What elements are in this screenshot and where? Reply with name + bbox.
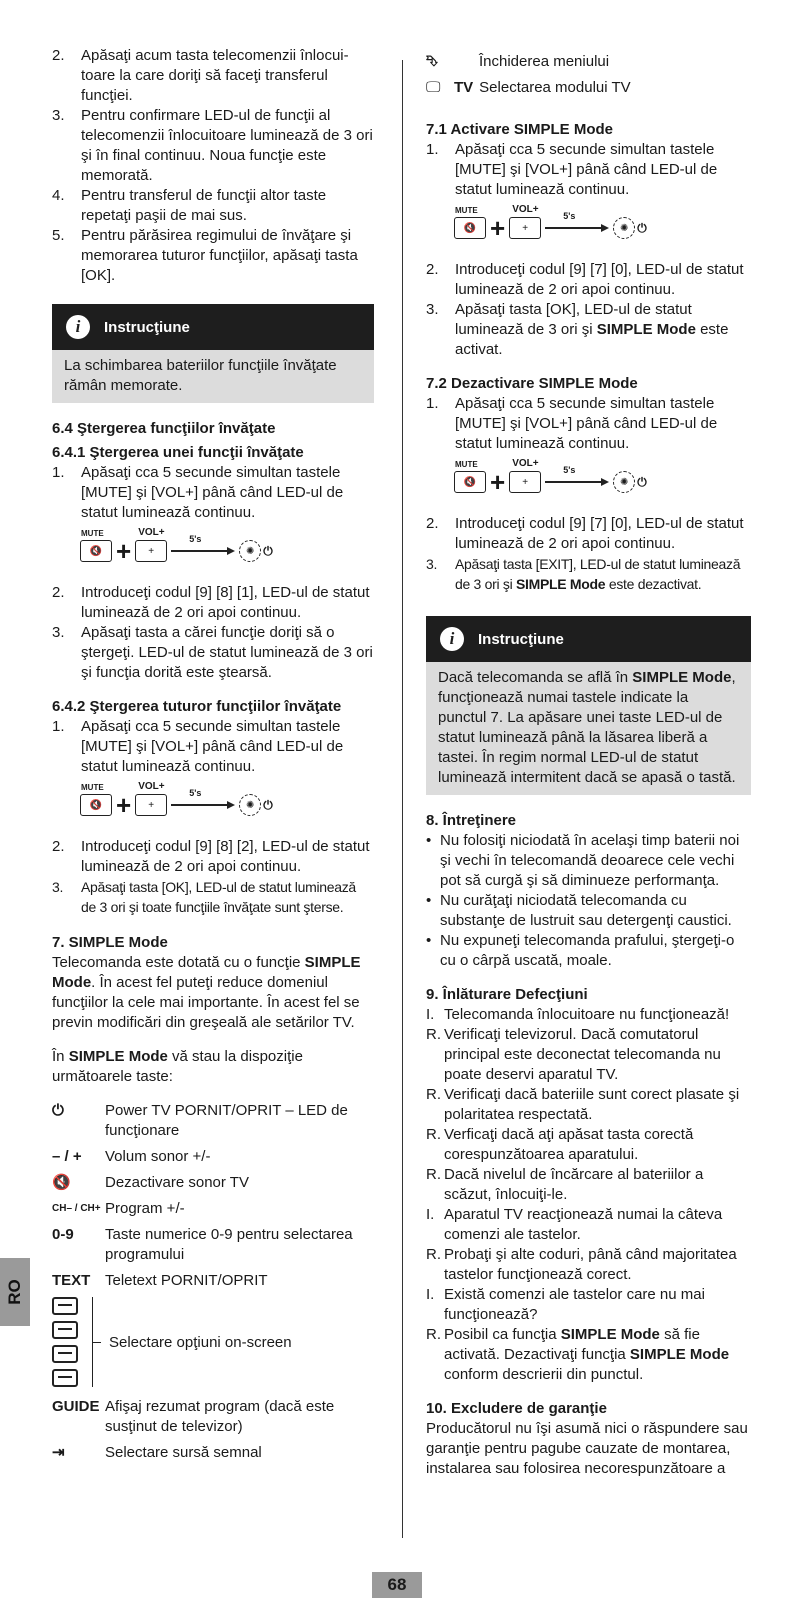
led-icon: ✺ [613, 471, 635, 493]
list-item [52, 106, 374, 186]
item-marker: R. [426, 1086, 441, 1103]
key-description: Dezactivare sonor TV [105, 1174, 249, 1191]
list-item [52, 186, 374, 226]
vol-label: VOL+ [512, 204, 539, 215]
item-text: Aparatul TV reacţionează numai la câteva comenzi ale tastelor. [444, 1206, 723, 1243]
power-icon: ⏻ [263, 797, 273, 812]
list-number: 4. [52, 187, 65, 204]
list-item: 1. Apăsaţi cca 5 secunde simultan tastele [MUTE] şi [VOL+] până când LED-ul de statut luminează continuu. [52, 718, 344, 775]
key-row [52, 1173, 374, 1193]
arrow-head [227, 547, 235, 555]
list-item [426, 1205, 751, 1245]
section-7-2-title: 7.2 Dezactivare SIMPLE Mode [426, 375, 638, 392]
list-item [426, 1085, 751, 1125]
section-6-4-1-steps [52, 583, 374, 683]
key-symbol: 🔇 [52, 1174, 71, 1191]
key-description: Taste numerice 0-9 pentru selectarea programului [105, 1226, 353, 1263]
duration-label: 5's [563, 465, 576, 475]
item-marker: R. [426, 1126, 441, 1143]
list-item: 3. Apăsaţi tasta [EXIT], LED-ul de statut luminează de 3 ori şi SIMPLE Mode este dezactivat. [426, 556, 741, 592]
vol-plus-key [135, 781, 167, 816]
list-item [52, 583, 374, 623]
list-text: Apăsaţi tasta a cărei funcţie doriţi să o ştergeţi. LED-ul de statut luminează de 3 ori şi funcţia dorită este ştearsă. [81, 624, 373, 681]
arrow-icon [545, 211, 609, 232]
list-number: 3. [52, 624, 65, 641]
key-row [52, 1101, 374, 1141]
plus-sign: + [490, 467, 506, 497]
item-text: Probaţi şi alte coduri, până când majoritatea tastelor funcţionează corect. [444, 1246, 737, 1283]
note-body: Dacă telecomanda se află în SIMPLE Mode, funcţionează numai tastele indicate la punctul 7. La apăsare unei taste LED-ul de statut luminează până la lăsarea liberă a tastei. În regim normal LED-ul de statut luminează intermitent dacă se apasă o tastă. [426, 662, 751, 795]
vol-plus-key [509, 458, 541, 493]
section-10-title: 10. Excludere de garanţie [426, 1400, 607, 1417]
list-text: Introduceţi codul [9] [8] [1], LED-ul de statut luminează de 2 ori apoi continuu. [81, 584, 370, 621]
exit-icon: ⮷ [426, 53, 439, 70]
mute-key [80, 783, 112, 816]
key-symbol: CH– / CH+ [52, 1203, 101, 1214]
mute-key [454, 460, 486, 493]
list-item: 1. Apăsaţi cca 5 secunde simultan tastele [MUTE] şi [VOL+] până când LED-ul de statut luminează continuu. [426, 395, 718, 452]
plus-sign: + [116, 790, 132, 820]
onscreen-options-row [52, 1297, 374, 1387]
list-item [426, 1245, 751, 1285]
section-8-title: 8. Întreţinere [426, 812, 517, 829]
led-icon: ✺ [239, 540, 261, 562]
bullet-mark: • [426, 932, 432, 949]
list-item [426, 1125, 751, 1165]
plus-sign: + [490, 213, 506, 243]
section-6-4-1-title: 6.4.1 Ştergerea unei funcţii învăţate [52, 444, 304, 461]
led-icon: ✺ [239, 794, 261, 816]
list-item [426, 1025, 751, 1085]
duration-label: 5's [189, 534, 202, 544]
list-number: 2. [52, 584, 65, 601]
led-icon: ✺ [613, 217, 635, 239]
item-text: Verficaţi dacă aţi apăsat tasta corectă corespunzătoarea aparatului. [444, 1126, 694, 1163]
list-text: Pentru părăsirea regimului de învăţare şi memorarea tuturor funcţiilor, apăsaţi tasta [OK]. [81, 227, 358, 284]
power-icon: ⏻ [637, 474, 647, 489]
guide-key-row: GUIDE Afişaj rezumat program (dacă este susţinut de televizor) [52, 1398, 335, 1435]
info-icon: i [66, 315, 90, 339]
bullet-item [426, 891, 751, 931]
arrow-icon [171, 534, 235, 555]
bullet-mark: • [426, 892, 432, 909]
key-symbol: 0-9 [52, 1226, 74, 1243]
list-item: 1. Apăsaţi cca 5 secunde simultan tastele [MUTE] şi [VOL+] până când LED-ul de statut luminează continuu. [426, 141, 718, 198]
key-symbol: TEXT [52, 1272, 91, 1289]
vol-label: VOL+ [512, 458, 539, 469]
list-item [426, 1005, 751, 1025]
key-description: Volum sonor +/- [105, 1148, 211, 1165]
section-7-1-title: 7.1 Activare SIMPLE Mode [426, 121, 614, 138]
section-6-4-2-title: 6.4.2 Ştergerea tuturor funcţiilor învăţate [52, 698, 342, 715]
list-item: 2. Introduceţi codul [9] [7] [0], LED-ul de statut luminează de 2 ori apoi continuu. [426, 261, 744, 298]
note-header [52, 304, 374, 350]
menu-close-row: ⮷ Închiderea meniului [426, 53, 610, 70]
key-plus-symbol: + [148, 545, 155, 557]
vol-label: VOL+ [138, 781, 165, 792]
section-7-title: 7. SIMPLE Mode [52, 934, 168, 951]
mute-label: MUTE [455, 206, 478, 215]
note-title: Instrucţiune [478, 630, 564, 648]
bullet-text: Nu expuneţi telecomanda prafului, ştergeţi-o cu o cârpă uscată, moale. [440, 932, 735, 969]
list-item: 2. Introduceţi codul [9] [8] [2], LED-ul de statut luminează de 2 ori apoi continuu. [52, 838, 370, 875]
arrow-line [171, 804, 227, 806]
tv-icon: 🖵 [426, 79, 441, 96]
key-row [52, 1199, 374, 1219]
mute-vol-sequence-diagram [80, 783, 374, 827]
duration-label: 5's [189, 788, 202, 798]
list-item: 3. Apăsaţi tasta [OK], LED-ul de statut luminează de 3 ori şi SIMPLE Mode este activat. [426, 301, 729, 358]
language-tab: RO [0, 1258, 30, 1326]
list-text: Pentru confirmare LED-ul de funcţii al telecomenzii înlocuitoare luminează de 3 ori şi în final continuu. Noua funcţie este memorată. [81, 107, 373, 184]
key-row [52, 1147, 374, 1167]
arrow-head [601, 478, 609, 486]
section-7-keys-intro: În SIMPLE Mode vă stau la dispoziţie următoarele taste: [52, 1048, 303, 1085]
mute-icon: 🔇 [463, 476, 477, 488]
list-item [52, 46, 374, 106]
duration-label: 5's [563, 211, 576, 221]
arrow-line [545, 227, 601, 229]
bullet-text: Nu curăţaţi niciodată telecomanda cu substanţe de lustruit sau detergenţi caustici. [440, 892, 732, 929]
tv-key-row: 🖵 TV Selectarea modului TV [426, 79, 631, 96]
left-column [52, 46, 374, 1469]
list-item [426, 1165, 751, 1205]
section-10-body: Producătorul nu îşi asumă nici o răspundere sau garanţie pentru pagube cauzate de montarea, instalarea sau folosirea necorespunzătoare a [426, 1420, 748, 1477]
simple-mode-keys-list [52, 1101, 374, 1291]
item-marker: I. [426, 1006, 435, 1023]
maintenance-list [426, 831, 751, 971]
arrow-icon [545, 465, 609, 486]
mute-key [454, 206, 486, 239]
item-text: Dacă nivelul de încărcare al bateriilor a scăzut, înlocuiţi-le. [444, 1166, 704, 1203]
onscreen-keys [52, 1297, 93, 1387]
mute-vol-sequence-diagram [454, 206, 751, 250]
list-number: 5. [52, 227, 65, 244]
key-symbol: ⏻ [52, 1102, 64, 1119]
source-icon: ⇥ [52, 1444, 65, 1461]
key-plus-symbol: + [148, 799, 155, 811]
key-plus-symbol: + [522, 222, 529, 234]
bullet-mark: • [426, 832, 432, 849]
mute-icon: 🔇 [89, 545, 103, 557]
list-item [426, 1285, 751, 1325]
list-item: 2. Introduceţi codul [9] [7] [0], LED-ul de statut luminează de 2 ori apoi continuu. [426, 515, 744, 552]
key-description: Program +/- [105, 1200, 185, 1217]
item-marker: R. [426, 1026, 441, 1043]
column-divider [402, 60, 403, 1538]
mute-vol-sequence-diagram [454, 460, 751, 504]
mute-key [80, 529, 112, 562]
note-body: La schimbarea bateriilor funcţiile învăţate rămân memorate. [52, 350, 374, 403]
bullet-item [426, 931, 751, 971]
key-description: Teletext PORNIT/OPRIT [105, 1272, 268, 1289]
plus-sign: + [116, 536, 132, 566]
item-marker: R. [426, 1246, 441, 1263]
mute-icon: 🔇 [89, 799, 103, 811]
list-item [52, 623, 374, 683]
vol-plus-key [135, 527, 167, 562]
arrow-head [601, 224, 609, 232]
key-plus-symbol: + [522, 476, 529, 488]
section-6-4-title: 6.4 Ştergerea funcţiilor învăţate [52, 420, 276, 437]
list-text: Pentru transferul de funcţii altor taste repetaţi paşii de mai sus. [81, 187, 327, 224]
green-key-icon [52, 1321, 78, 1339]
item-text: Verificaţi televizorul. Dacă comutatorul principal este deconectat telecomanda nu poate deservi aparatul TV. [444, 1026, 721, 1083]
section-7-intro: Telecomanda este dotată cu o funcţie SIMPLE Mode. În acest fel puteţi reduce domeniul funcţiilor la cele mai importante. În acest fel se previn modificări din greşeală ale setărilor TV. [52, 954, 361, 1031]
list-item: 1. Apăsaţi cca 5 secunde simultan tastele [MUTE] şi [VOL+] până când LED-ul de statut luminează continuu. [52, 464, 344, 521]
mute-icon: 🔇 [463, 222, 477, 234]
vol-plus-key [509, 204, 541, 239]
mute-label: MUTE [81, 783, 104, 792]
onscreen-label: Selectare opţiuni on-screen [109, 1333, 292, 1351]
key-description: Power TV PORNIT/OPRIT – LED de funcţionare [105, 1102, 348, 1139]
key-row [52, 1225, 374, 1265]
vol-label: VOL+ [138, 527, 165, 538]
bullet-text: Nu folosiţi niciodată în acelaşi timp baterii noi şi vechi în telecomandă deoarece cele vechi pot să curgă şi să diminueze performanţa. [440, 832, 740, 889]
mute-label: MUTE [455, 460, 478, 469]
list-text: Apăsaţi acum tasta telecomenzii înlocui-toare la care doriţi să faceţi transferul funcţiei. [81, 47, 349, 104]
item-marker: I. [426, 1206, 435, 1223]
blue-key-icon [52, 1369, 78, 1387]
mute-label: MUTE [81, 529, 104, 538]
red-key-icon [52, 1297, 78, 1315]
right-column [426, 52, 751, 1479]
item-marker: I. [426, 1286, 435, 1303]
item-text: Există comenzi ale tastelor care nu mai funcţionează? [444, 1286, 705, 1323]
arrow-line [171, 550, 227, 552]
mute-vol-sequence-diagram [80, 529, 374, 573]
item-text: Verificaţi dacă bateriile sunt corect plasate şi polaritatea respectată. [444, 1086, 740, 1123]
list-number: 3. [52, 107, 65, 124]
power-icon: ⏻ [637, 220, 647, 235]
note-title: Instrucţiune [104, 318, 190, 336]
yellow-key-icon [52, 1345, 78, 1363]
item-marker: R. [426, 1166, 441, 1183]
learning-steps-list [52, 46, 374, 286]
arrow-line [545, 481, 601, 483]
arrow-icon [171, 788, 235, 809]
list-item [52, 226, 374, 286]
key-row [52, 1271, 374, 1291]
item-text: Telecomanda înlocuitoare nu funcţionează! [444, 1006, 730, 1023]
note-header [426, 616, 751, 662]
info-icon: i [440, 627, 464, 651]
page-number: 68 [372, 1572, 422, 1598]
arrow-head [227, 801, 235, 809]
list-number: 2. [52, 47, 65, 64]
list-item: 3. Apăsaţi tasta [OK], LED-ul de statut luminează de 3 ori şi toate funcţiile învăţate sunt şterse. [52, 879, 356, 915]
troubleshooting-list [426, 1005, 751, 1325]
bullet-item [426, 831, 751, 891]
source-key-row: ⇥ Selectare sursă semnal [52, 1444, 262, 1461]
list-item: R. Posibil ca funcţia SIMPLE Mode să fie activată. Dezactivaţi funcţia SIMPLE Mode conform descrierii din punctul. [426, 1326, 730, 1383]
power-icon: ⏻ [263, 543, 273, 558]
section-9-title: 9. Înlăturare Defecţiuni [426, 986, 588, 1003]
key-symbol: – / + [52, 1148, 82, 1165]
